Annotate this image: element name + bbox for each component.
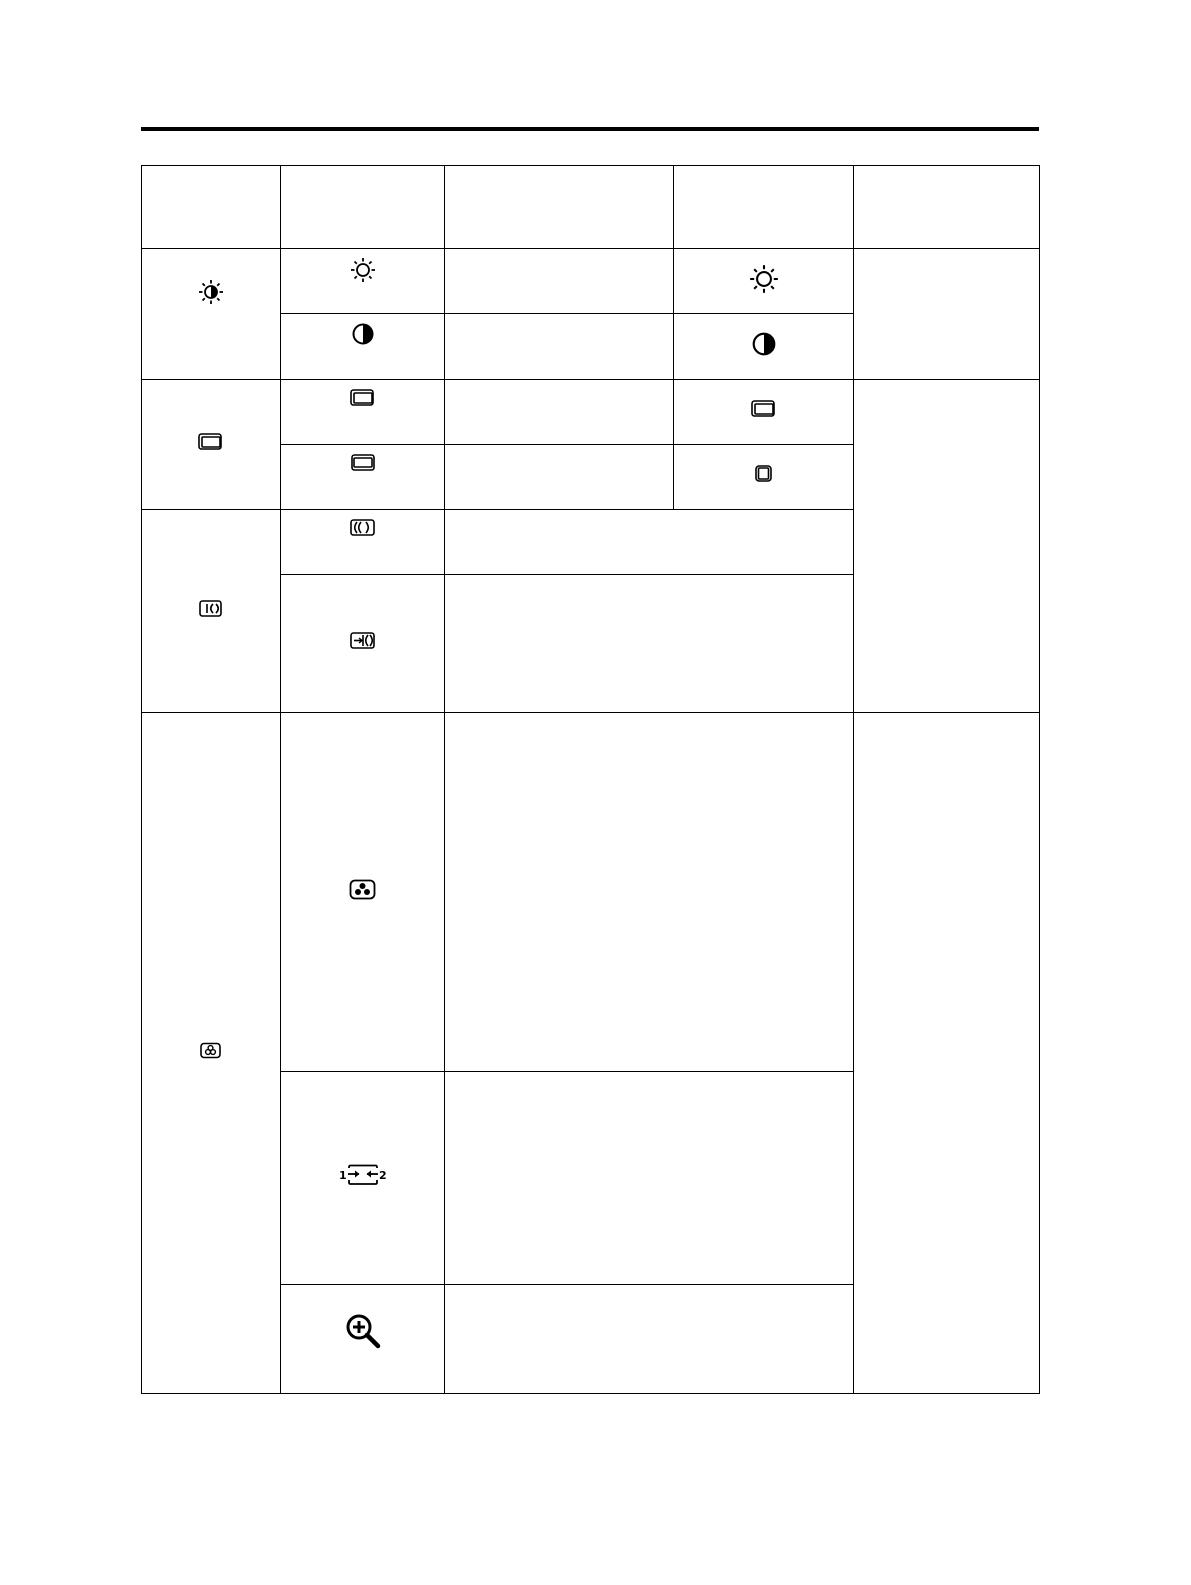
main-control-cell xyxy=(142,379,281,509)
brightness-contrast-icon xyxy=(198,279,224,305)
clock-phase-icon xyxy=(350,518,376,538)
main-control-cell xyxy=(142,509,281,712)
notes-cell xyxy=(854,379,1040,713)
description-cell xyxy=(445,713,854,1072)
table-row xyxy=(142,379,1040,444)
contrast-icon xyxy=(351,322,375,346)
osd-controls-table xyxy=(141,165,1040,1394)
header-cell-5 xyxy=(854,166,1040,249)
vertical-position-icon xyxy=(754,464,774,484)
table-row xyxy=(142,249,1040,314)
sub-control-cell xyxy=(281,1284,445,1393)
sub-control-cell xyxy=(281,1072,445,1285)
sub-control-cell xyxy=(281,574,445,712)
sub-control-cell xyxy=(281,509,445,574)
image-properties-icon xyxy=(200,1042,222,1060)
notes-cell xyxy=(854,249,1040,379)
preview-cell xyxy=(674,314,854,379)
image-setup-icon xyxy=(199,599,223,619)
input-signal-icon xyxy=(339,1164,387,1186)
sub-control-cell xyxy=(281,249,445,314)
header-cell-3 xyxy=(445,166,674,249)
input-signal-label-2: 2 xyxy=(378,1169,387,1183)
header-cell-4 xyxy=(674,166,854,249)
description-cell xyxy=(445,314,674,379)
image-position-icon xyxy=(198,432,224,452)
scaling-icon xyxy=(345,1313,381,1349)
header-cell-1 xyxy=(142,166,281,249)
horizontal-position-icon xyxy=(751,399,777,419)
sub-control-cell xyxy=(281,379,445,444)
vertical-position-icon xyxy=(351,453,375,473)
sub-control-cell xyxy=(281,713,445,1072)
preview-cell xyxy=(674,444,854,509)
header-cell-2 xyxy=(281,166,445,249)
auto-adjust-icon xyxy=(350,631,376,651)
brightness-icon xyxy=(350,257,376,283)
description-cell xyxy=(445,379,674,444)
contrast-icon xyxy=(751,331,777,357)
main-control-cell xyxy=(142,249,281,379)
header-rule xyxy=(141,127,1039,131)
preview-cell xyxy=(674,379,854,444)
preview-cell xyxy=(674,249,854,314)
input-signal-label-1: 1 xyxy=(338,1169,347,1183)
brightness-icon xyxy=(749,264,779,294)
description-cell xyxy=(445,1072,854,1285)
sub-control-cell xyxy=(281,314,445,379)
description-cell xyxy=(445,249,674,314)
table-row xyxy=(142,713,1040,1072)
main-control-cell xyxy=(142,713,281,1394)
description-cell xyxy=(445,1284,854,1393)
description-cell xyxy=(445,444,674,509)
description-cell xyxy=(445,574,854,712)
notes-cell xyxy=(854,713,1040,1394)
sub-control-cell xyxy=(281,444,445,509)
horizontal-position-icon xyxy=(350,388,376,408)
table-header-row xyxy=(142,166,1040,249)
color-icon xyxy=(349,879,377,901)
description-cell xyxy=(445,509,854,574)
